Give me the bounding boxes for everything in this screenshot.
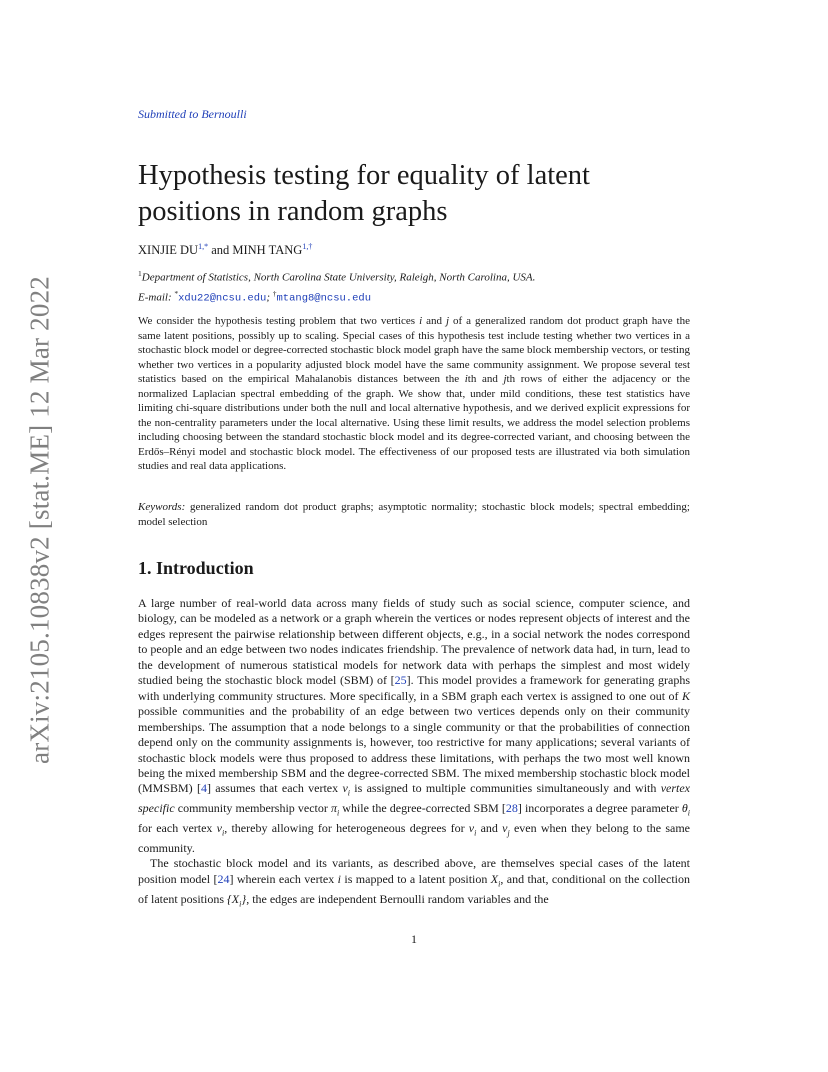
section-heading: 1. Introduction xyxy=(138,558,254,578)
email-line xyxy=(138,286,535,307)
abstract-text: We consider the hypothesis testing problem that two vertices xyxy=(138,315,420,327)
math-symbol: j xyxy=(445,315,450,327)
title-line-2: positions in random graphs xyxy=(138,196,448,227)
citation-link[interactable]: 25 xyxy=(394,673,407,688)
body-text: community membership vector xyxy=(174,801,331,816)
body-text: ] incorporates a degree parameter xyxy=(517,801,682,816)
abstract-text: th rows of either the adjacency or the normalized Laplacian spectral embedding of the graph. We show that, under mild conditions, these test statistics have limiting chi-square distributions under both the null and local alternative hypothesis, and we derived explicit expressions for the non-centrality parameters under the local alternative. Using these limit results, we address the model selection problems including choosing between the standard stochastic block model and its degree-corrected variant, and choosing between the Erdős–Rényi model and stochastic block model. The effectiveness of our proposed tests are illustrated via both simulation studies and real data applications. xyxy=(138,373,690,473)
introduction-body xyxy=(138,596,690,912)
email-separator: ; xyxy=(266,291,273,304)
affiliation-mark: 1 xyxy=(138,269,142,278)
author-connector: and xyxy=(208,243,233,258)
math-symbol: $v_i$ xyxy=(342,781,350,798)
math-symbol: $\pi_i$ xyxy=(330,801,340,818)
citation-link[interactable]: 4 xyxy=(200,781,207,796)
math-symbol: i xyxy=(464,373,468,386)
citation-link[interactable]: 24 xyxy=(217,871,230,886)
paragraph xyxy=(138,856,690,911)
keywords-label: Keywords: xyxy=(138,501,186,513)
body-text: even when they belong to the same community. xyxy=(138,821,691,855)
body-text: is assigned to multiple communities simultaneously and with xyxy=(350,781,661,796)
math-symbol: K xyxy=(681,688,690,703)
email-label: E-mail: xyxy=(138,291,175,304)
affiliation-line xyxy=(138,266,535,286)
body-text: , thereby allowing for heterogeneous degrees for xyxy=(224,821,469,836)
body-text: while the degree-corrected SBM [ xyxy=(339,801,506,816)
affiliation-text: Department of Statistics, North Carolina State University, Raleigh, North Carolina, USA. xyxy=(141,271,536,284)
arxiv-identifier: arXiv:2105.10838v2 [stat.ME] 12 Mar 2022 xyxy=(24,276,55,764)
email-mark: † xyxy=(272,288,277,298)
body-text: possible communities and the probability of an edge between two vertices depends only on their community memberships. The assumption that a node belongs to a single community or that the probabilities of connection depend only on the community assignments is, however, too restrictive for many applications; several variants of stochastic block models were thus proposed to address these limitations, with perhaps the two most well known being the mixed membership SBM and the degree-corrected SBM. The mixed membership stochastic block model (MMSBM) [ xyxy=(138,704,690,796)
title-line-1: Hypothesis testing for equality of latent xyxy=(138,160,590,191)
abstract-text: and xyxy=(422,315,446,327)
affiliation-block xyxy=(138,266,535,306)
page-number: 1 xyxy=(411,932,417,946)
author-name: XINJIE DU xyxy=(138,243,199,258)
author-affiliation-mark[interactable]: 1,* xyxy=(198,242,209,251)
body-text: The stochastic block model and its variants, as described above, are themselves special cases of the latent position model [ xyxy=(138,856,690,886)
email-link[interactable]: mtang8@ncsu.edu xyxy=(276,292,372,305)
body-text: ]. This model provides a framework for generating graphs with underlying community structures. More specifically, in a SBM graph each vertex is assigned to one out of xyxy=(138,673,691,703)
math-symbol: $\{X_i\}$ xyxy=(227,891,247,909)
paper-title xyxy=(138,158,678,230)
arxiv-sidebar xyxy=(0,0,70,1072)
paragraph xyxy=(138,596,690,856)
author-list xyxy=(138,242,312,258)
math-symbol: $v_i$ xyxy=(216,821,225,838)
math-symbol: $v_j$ xyxy=(502,821,510,838)
math-symbol: $v_i$ xyxy=(468,821,477,838)
abstract-text: of a generalized random dot product graph have the same latent positions, possibly up to scaling. Special cases of this hypothesis test include testing whether two vertices in a stochastic block model or degree-corrected stochastic block model graph have the same block membership vectors, or testing whether two vertices in a popularity adjusted block model have the same community assignment. We propose several test statistics based on the empirical Mahalanobis distances between the xyxy=(138,315,690,386)
body-text: ] wherein each vertex xyxy=(229,871,338,886)
body-text: and xyxy=(476,821,503,836)
email-link[interactable]: xdu22@ncsu.edu xyxy=(178,292,267,305)
math-symbol: j xyxy=(503,373,507,386)
citation-link[interactable]: 28 xyxy=(505,801,518,816)
body-text: is mapped to a latent position xyxy=(341,871,491,886)
body-text: , the edges are independent Bernoulli random variables and the xyxy=(246,891,549,906)
abstract xyxy=(138,314,690,474)
abstract-text: th and xyxy=(467,373,504,386)
author-affiliation-mark[interactable]: 1,† xyxy=(302,242,313,251)
body-text: , and that, conditional on the collection of latent positions xyxy=(138,871,691,906)
body-text: for each vertex xyxy=(138,821,217,836)
math-symbol: i xyxy=(337,871,342,886)
math-symbol: $X_i$ xyxy=(490,871,501,889)
math-symbol: $\theta_i$ xyxy=(681,801,691,818)
emphasis-text: vertex specific xyxy=(138,781,690,816)
math-symbol: i xyxy=(419,315,423,327)
author-name: MINH TANG xyxy=(232,243,303,258)
keywords-text: generalized random dot product graphs; asymptotic normality; stochastic block models; spectral embedding; model selection xyxy=(138,501,690,528)
body-text: A large number of real-world data across many fields of study such as social science, computer science, and biology, can be modeled as a network or a graph wherein the vertices or nodes represent objects of interest and the edges represent the pairwise relationship between different objects, e.g., in a social network the nodes correspond to people and an edge between two nodes indicates friendship. The prevalence of network data had, in turn, lead to the development of numerous statistical models for network data with perhaps the simplest and most widely studied being the stochastic block model (SBM) of [ xyxy=(138,596,690,688)
journal-header[interactable]: Submitted to Bernoulli xyxy=(138,107,247,121)
body-text: ] assumes that each vertex xyxy=(206,781,343,796)
email-mark: * xyxy=(174,288,179,298)
keywords xyxy=(138,500,690,529)
